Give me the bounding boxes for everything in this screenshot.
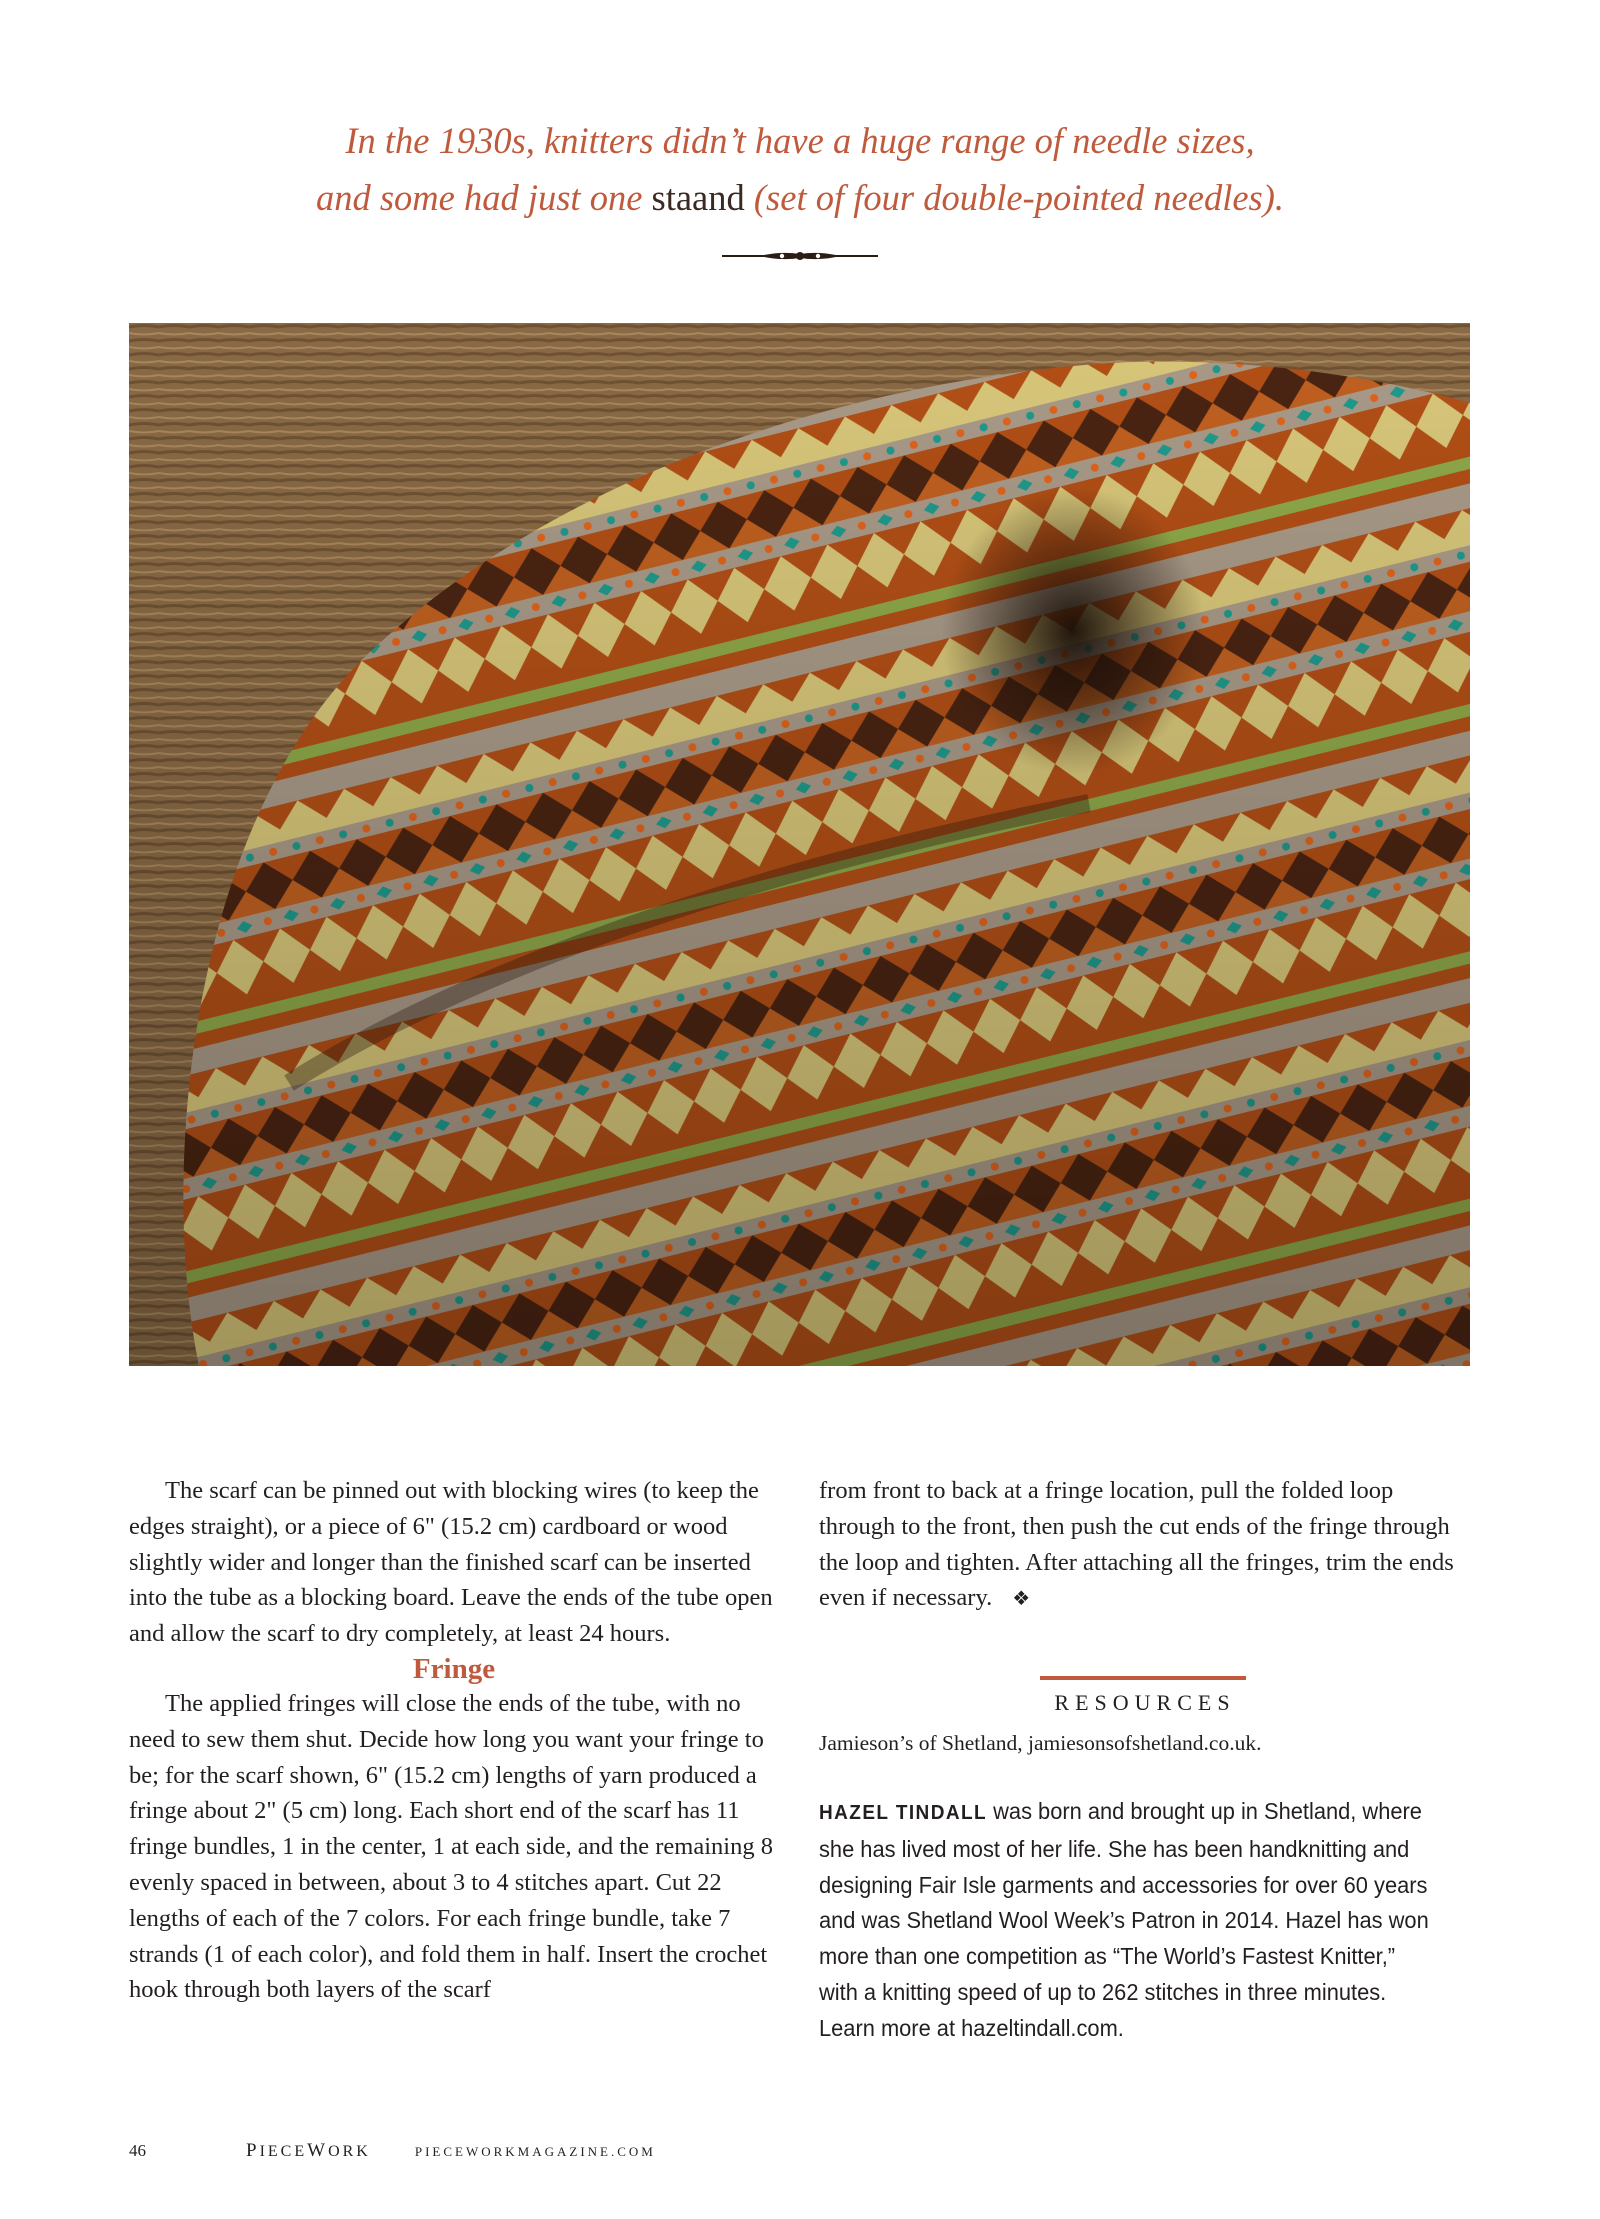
pull-quote-term: staand (651, 177, 745, 218)
article-paragraph-continued (819, 1473, 1470, 1618)
magazine-name-initial: P (246, 2140, 260, 2161)
author-name: HAZEL TINDALL (819, 1802, 988, 1824)
author-bio (819, 1794, 1437, 2047)
knitted-scarf-photo (129, 323, 1470, 1366)
pull-quote (130, 112, 1470, 226)
article-paragraph: The applied fringes will close the ends of the tube, with no need to sew them shut. Decide how long you want your fringe to be; for the scarf shown, 6" (15.2 cm) lengths of yarn produced a fringe about 2" (5 cm) long. Each short end of the scarf has 11 fringe bundles, 1 in the center, 1 at each side, and the remaining 8 evenly spaced in between, about 3 to 4 stitches apart. Cut 22 lengths of each of the 7 colors. For each fringe bundle, take 7 strands (1 of each color), and fold them in half. Insert the crochet hook through both layers of the scarf (129, 1689, 773, 2004)
page-number: 46 (129, 2141, 146, 2160)
article-paragraph-text: from front to back at a fringe location, pull the folded loop through to the front, then push the cut ends of the fringe through the loop and tighten. After attaching all the fringes, trim the ends even if necessary. (819, 1477, 1454, 1612)
ornament-divider-icon (720, 244, 880, 268)
resources-rule (1040, 1676, 1246, 1680)
resources-entry: Jamieson’s of Shetland, jamiesonsofshetland.co.uk. (819, 1731, 1262, 1755)
magazine-name-part: IECE (259, 2143, 308, 2160)
magazine-name-part-2: ORK (328, 2143, 371, 2160)
pull-quote-line-1: In the 1930s, knitters didn’t have a huge range of needle sizes, (345, 120, 1255, 161)
article-left-column (129, 1473, 779, 2008)
pull-quote-line-2 (130, 169, 1470, 226)
pull-quote-line-2-start: and some had just one (315, 177, 643, 218)
magazine-website: PIECEWORKMAGAZINE.COM (414, 2144, 656, 2159)
article-right-column (819, 1473, 1470, 1618)
author-bio-text: was born and brought up in Shetland, where she has lived most of her life. She has been handknitting and designing Fair Isle garments and accessories for over 60 years and was Shetland Wool Week’s Patron in 2014. Hazel has won more than one competition as “The World’s Fastest Knitter,” with a knitting speed of up to 262 stitches in three minutes. Learn more at hazeltindall.com. (819, 1798, 1429, 2041)
resources-title: RESOURCES (1054, 1690, 1236, 1715)
magazine-name (246, 2140, 371, 2162)
magazine-name-initial-2: W (307, 2140, 329, 2161)
pull-quote-line-2-end: (set of four double-pointed needles). (753, 177, 1285, 218)
end-mark-icon: ❖ (1012, 1588, 1031, 1611)
page-footer (129, 2140, 656, 2162)
fringe-heading: Fringe (412, 1652, 496, 1685)
article-paragraph: The scarf can be pinned out with blocking wires (to keep the edges straight), or a piece of 6" (15.2 cm) cardboard or wood slightly wider and longer than the finished scarf can be inserted into the tube as a blocking board. Leave the ends of the tube open and allow the scarf to dry completely, at least 24 hours. (129, 1477, 773, 1648)
